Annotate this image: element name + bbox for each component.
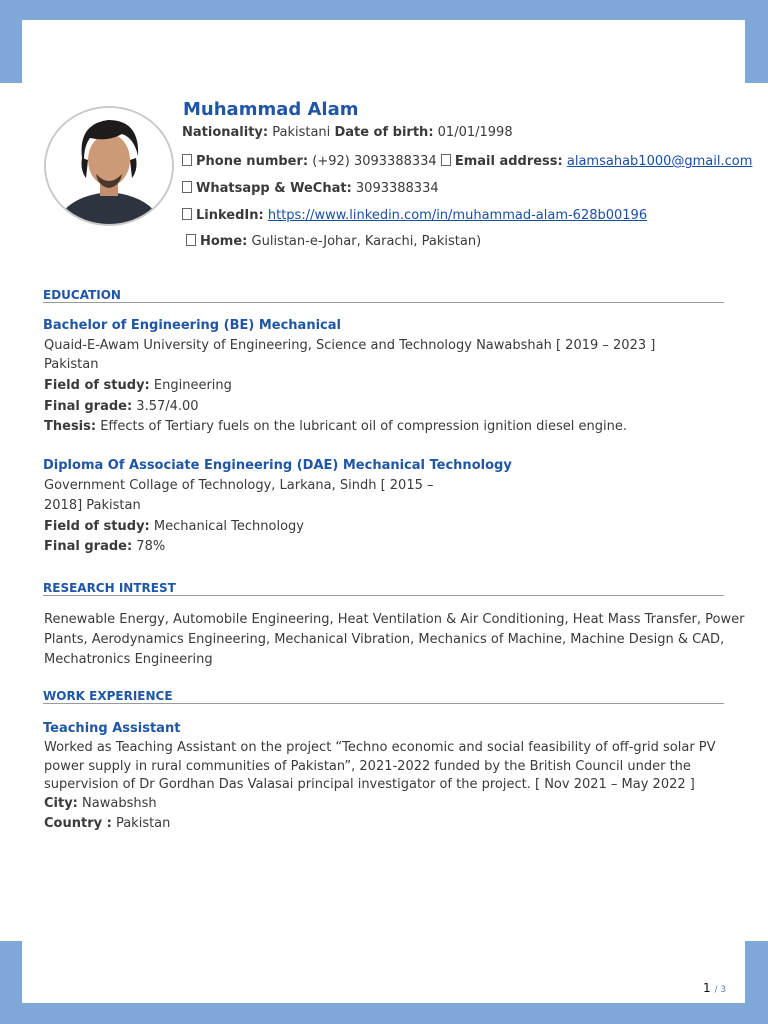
linkedin-link[interactable]: https://www.linkedin.com/in/muhammad-alam-628b00196 [267, 208, 648, 223]
phone-label: Phone number: [196, 154, 309, 169]
be-title: Bachelor of Engineering (BE) Mechanical [43, 318, 341, 333]
work-city-label: City: [44, 796, 78, 811]
research-line3: Mechatronics Engineering [44, 652, 213, 667]
work-heading: WORK EXPERIENCE [43, 689, 173, 703]
research-heading: RESEARCH INTREST [43, 581, 176, 595]
be-thesis-label: Thesis: [44, 419, 97, 434]
page-indicator [703, 981, 726, 995]
phone-value: (+92) 3093388334 [312, 154, 437, 169]
home-value: Gulistan-e-Johar, Karachi, Pakistan) [251, 234, 482, 249]
research-line2: Plants, Aerodynamics Engineering, Mechanical Vibration, Mechanics of Machine, Machine Design & CAD, [44, 632, 725, 647]
be-field-value: Engineering [153, 378, 232, 393]
email-label: Email address: [454, 154, 563, 169]
dob-value: 01/01/1998 [437, 125, 513, 140]
be-field-label: Field of study: [44, 378, 150, 393]
dae-grade-label: Final grade: [44, 539, 133, 554]
linkedin-line [182, 208, 647, 223]
nationality-dob-line [182, 125, 513, 140]
candidate-name: Muhammad Alam [183, 99, 359, 120]
dae-field [44, 519, 304, 534]
research-divider [43, 595, 724, 596]
work-country [44, 816, 170, 831]
dae-field-value: Mechanical Technology [153, 519, 304, 534]
be-institution: Quaid-E-Awam University of Engineering, Science and Technology Nawabshah [ 2019 – 2023 ] [44, 338, 656, 353]
work-city [44, 796, 157, 811]
whatsapp-value: 3093388334 [355, 181, 439, 196]
page-current: 1 [703, 981, 711, 995]
whatsapp-label: Whatsapp & WeChat: [196, 181, 352, 196]
nationality-value: Pakistani [272, 125, 331, 140]
work-title: Teaching Assistant [43, 721, 181, 736]
profile-photo [44, 106, 174, 226]
dae-institution-line2: 2018] Pakistan [44, 498, 141, 513]
whatsapp-line [182, 181, 439, 196]
be-thesis [44, 419, 627, 434]
phone-icon [182, 154, 192, 166]
dae-institution-line1: Government Collage of Technology, Larkana, Sindh [ 2015 – [44, 478, 434, 493]
be-thesis-value: Effects of Tertiary fuels on the lubricant oil of compression ignition diesel engine. [100, 419, 628, 434]
work-line2: power supply in rural communities of Pakistan”, 2021-2022 funded by the British Council under the [44, 759, 691, 774]
work-country-value: Pakistan [115, 816, 171, 831]
dae-grade [44, 539, 165, 554]
email-link[interactable]: alamsahab1000@gmail.com [566, 154, 753, 169]
work-city-value: Nawabshsh [82, 796, 157, 811]
be-grade-value: 3.57/4.00 [136, 399, 199, 414]
research-line1: Renewable Energy, Automobile Engineering, Heat Ventilation & Air Conditioning, Heat Mass Transfer, Power [44, 612, 745, 627]
be-grade-label: Final grade: [44, 399, 133, 414]
nationality-label: Nationality: [182, 125, 269, 140]
email-icon [441, 154, 451, 166]
work-line1: Worked as Teaching Assistant on the project “Techno economic and social feasibility of off-grid solar PV [44, 740, 716, 755]
home-line [186, 234, 481, 249]
dob-label: Date of birth: [334, 125, 434, 140]
be-field [44, 378, 232, 393]
page-total: / 3 [714, 985, 727, 995]
work-country-label: Country : [44, 816, 112, 831]
education-divider [43, 302, 724, 303]
work-divider [43, 703, 724, 704]
dae-field-label: Field of study: [44, 519, 150, 534]
phone-email-line [182, 154, 752, 169]
whatsapp-icon [182, 181, 192, 193]
work-line3: supervision of Dr Gordhan Das Valasai principal investigator of the project. [ Nov 2021 – May 2022 ] [44, 777, 695, 792]
be-country: Pakistan [44, 357, 99, 372]
education-heading: EDUCATION [43, 288, 121, 302]
dae-title: Diploma Of Associate Engineering (DAE) Mechanical Technology [43, 458, 512, 473]
be-grade [44, 399, 199, 414]
dae-grade-value: 78% [136, 539, 166, 554]
linkedin-label: LinkedIn: [196, 208, 264, 223]
home-icon [186, 234, 196, 246]
linkedin-icon [182, 208, 192, 220]
person-avatar-icon [46, 108, 172, 224]
home-label: Home: [200, 234, 248, 249]
